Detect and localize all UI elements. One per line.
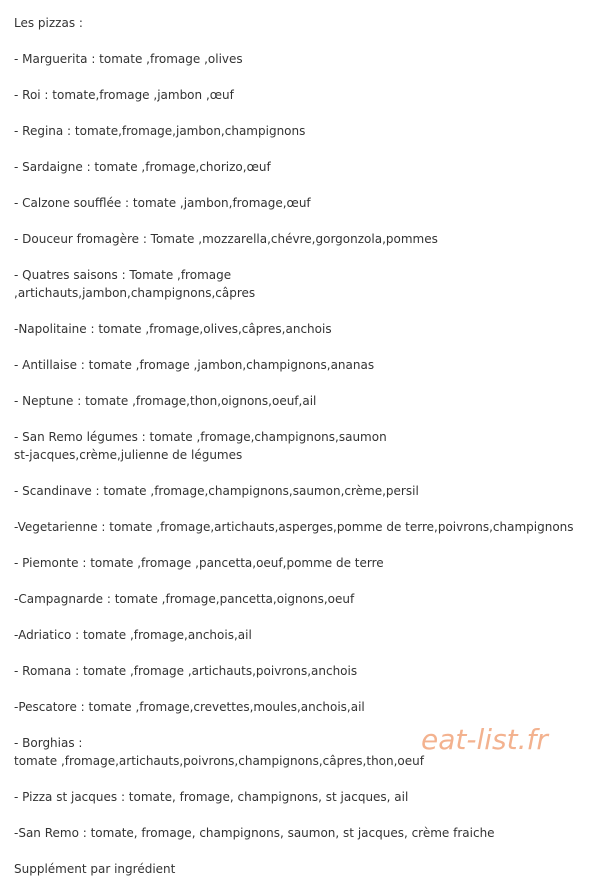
pizza-item — [14, 194, 594, 212]
spacer — [14, 248, 594, 266]
pizza-item-line: - Quatres saisons : Tomate ,fromage — [14, 268, 232, 282]
watermark-text: eat-list.fr — [421, 723, 548, 756]
pizza-item-line: - Roi : tomate,fromage ,jambon ,œuf — [14, 88, 234, 102]
pizza-item — [14, 356, 594, 374]
spacer — [14, 68, 594, 86]
menu-title: Les pizzas : — [14, 16, 83, 30]
pizza-item-line: -Vegetarienne : tomate ,fromage,artichauts,asperges,pomme de terre,poivrons,champignons — [14, 520, 574, 534]
spacer — [14, 338, 594, 356]
pizza-item — [14, 518, 594, 536]
spacer — [14, 32, 594, 50]
pizza-item-line: - Pizza st jacques : tomate, fromage, champignons, st jacques, ail — [14, 790, 409, 804]
pizza-item — [14, 824, 594, 842]
spacer — [14, 806, 594, 824]
spacer — [14, 770, 594, 788]
pizza-item-line: -Napolitaine : tomate ,fromage,olives,câpres,anchois — [14, 322, 332, 336]
spacer — [14, 374, 594, 392]
pizza-item — [14, 626, 594, 644]
pizza-item-line: - Calzone soufflée : tomate ,jambon,fromage,œuf — [14, 196, 311, 210]
pizza-item-line: - Marguerita : tomate ,fromage ,olives — [14, 52, 243, 66]
pizza-item-line: - Neptune : tomate ,fromage,thon,oignons,oeuf,ail — [14, 394, 317, 408]
pizza-item — [14, 320, 594, 338]
pizza-item — [14, 86, 594, 104]
spacer — [14, 140, 594, 158]
spacer — [14, 104, 594, 122]
pizza-item — [14, 698, 594, 716]
spacer — [14, 500, 594, 518]
spacer — [14, 842, 594, 860]
spacer — [14, 536, 594, 554]
pizza-item-line: - Douceur fromagère : Tomate ,mozzarella,chévre,gorgonzola,pommes — [14, 232, 438, 246]
spacer — [14, 464, 594, 482]
spacer — [14, 212, 594, 230]
pizza-item — [14, 662, 594, 680]
pizza-item-line: - Borghias : — [14, 736, 83, 750]
pizza-item-line: - Antillaise : tomate ,fromage ,jambon,champignons,ananas — [14, 358, 375, 372]
spacer — [14, 644, 594, 662]
pizza-item-line: - Scandinave : tomate ,fromage,champignons,saumon,crème,persil — [14, 484, 419, 498]
pizza-item — [14, 788, 594, 806]
spacer — [14, 176, 594, 194]
pizza-item-line: - Regina : tomate,fromage,jambon,champignons — [14, 124, 306, 138]
spacer — [14, 302, 594, 320]
pizza-item — [14, 266, 594, 302]
pizza-item-line: - San Remo légumes : tomate ,fromage,champignons,saumon — [14, 430, 387, 444]
pizza-item-line: -Campagnarde : tomate ,fromage,pancetta,oignons,oeuf — [14, 592, 355, 606]
pizza-item-continuation: tomate ,fromage,artichauts,poivrons,champignons,câpres,thon,oeuf — [14, 754, 424, 768]
pizza-item-line: - Sardaigne : tomate ,fromage,chorizo,œuf — [14, 160, 271, 174]
spacer — [14, 410, 594, 428]
pizza-item — [14, 392, 594, 410]
supplement-note: Supplément par ingrédient — [14, 862, 176, 876]
pizza-item-line: - Romana : tomate ,fromage ,artichauts,poivrons,anchois — [14, 664, 358, 678]
pizza-item — [14, 158, 594, 176]
pizza-item — [14, 50, 594, 68]
pizza-item — [14, 428, 594, 464]
spacer — [14, 608, 594, 626]
spacer — [14, 572, 594, 590]
pizza-item-line: -Adriatico : tomate ,fromage,anchois,ail — [14, 628, 252, 642]
pizza-item-line: - Piemonte : tomate ,fromage ,pancetta,oeuf,pomme de terre — [14, 556, 384, 570]
pizza-item — [14, 590, 594, 608]
pizza-item-line: -San Remo : tomate, fromage, champignons, saumon, st jacques, crème fraiche — [14, 826, 495, 840]
pizza-item-line: -Pescatore : tomate ,fromage,crevettes,moules,anchois,ail — [14, 700, 365, 714]
spacer — [14, 680, 594, 698]
pizza-item — [14, 554, 594, 572]
pizza-item — [14, 122, 594, 140]
pizza-item-continuation: st-jacques,crème,julienne de légumes — [14, 448, 243, 462]
pizza-item — [14, 482, 594, 500]
pizza-item — [14, 230, 594, 248]
pizza-item-continuation: ,artichauts,jambon,champignons,câpres — [14, 286, 256, 300]
